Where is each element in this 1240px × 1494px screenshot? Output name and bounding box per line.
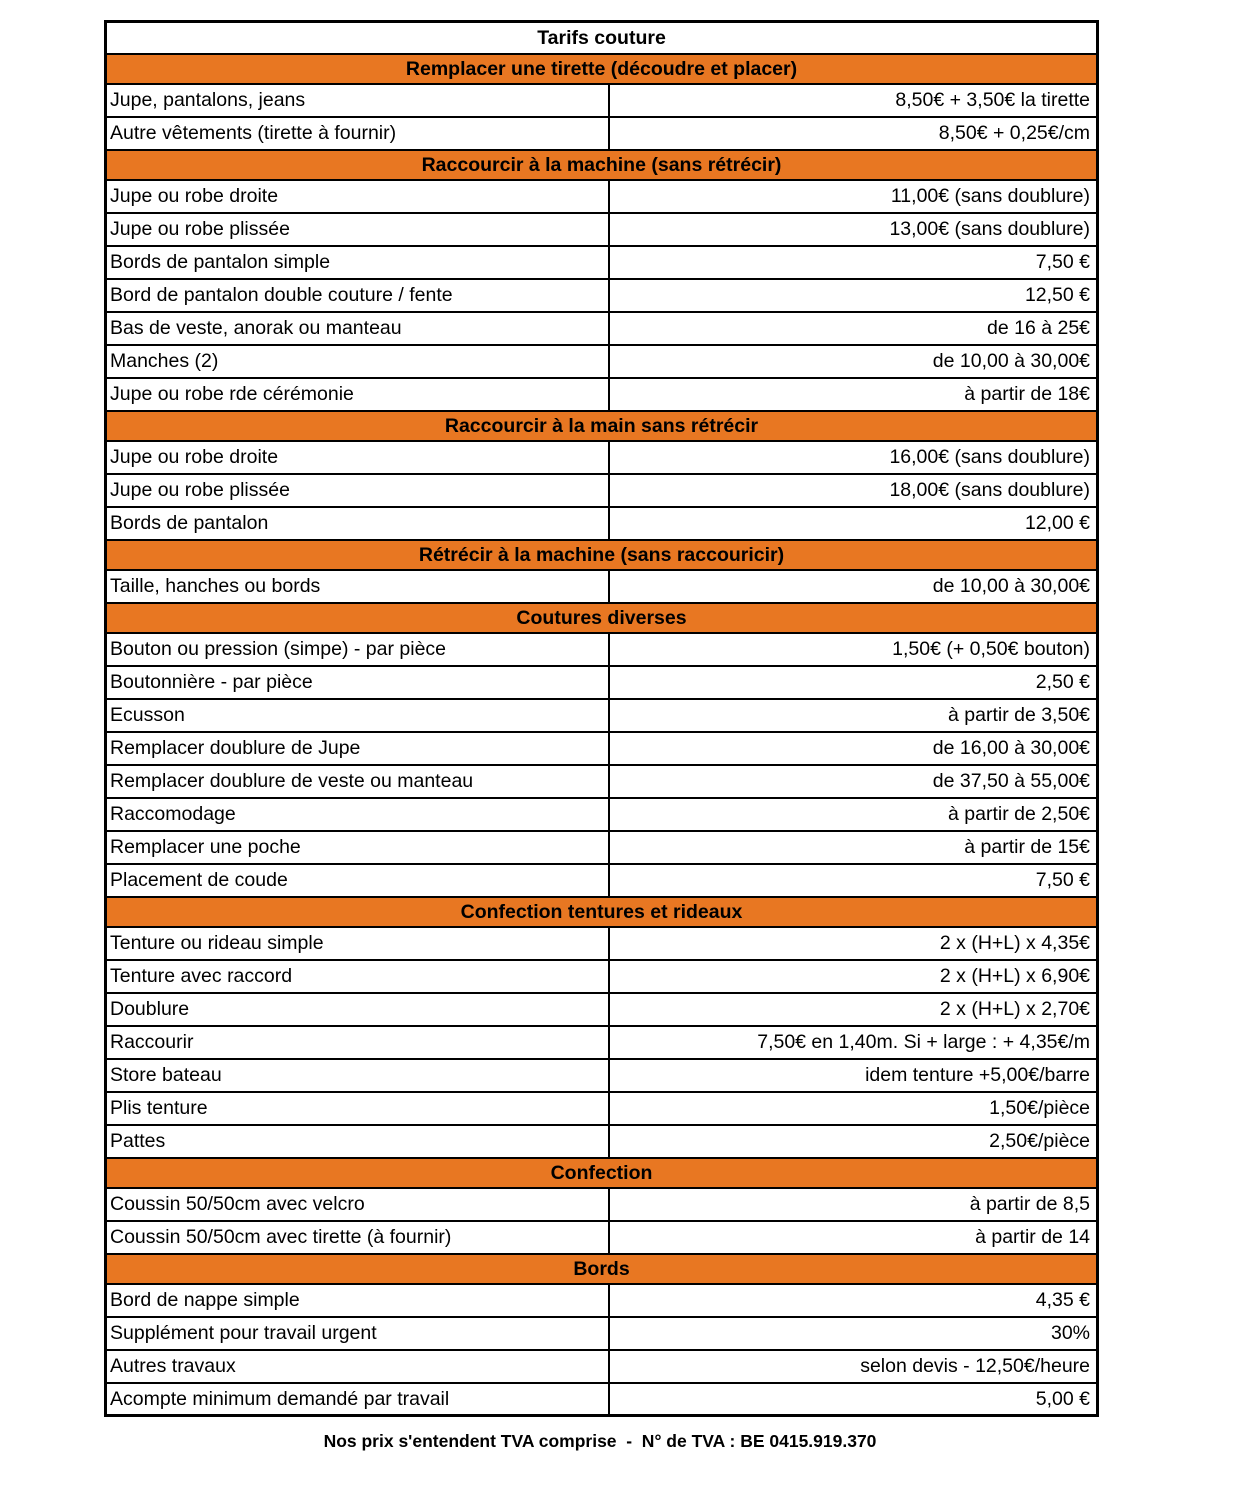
item-label: Jupe ou robe rde cérémonie [106,378,609,411]
item-label: Jupe ou robe plissée [106,474,609,507]
table-row [106,960,1098,993]
table-row [106,474,1098,507]
item-price: 2 x (H+L) x 4,35€ [609,927,1098,960]
item-price: 12,50 € [609,279,1098,312]
item-label: Tenture ou rideau simple [106,927,609,960]
item-price: 18,00€ (sans doublure) [609,474,1098,507]
table-row [106,732,1098,765]
item-price: de 16,00 à 30,00€ [609,732,1098,765]
item-label: Remplacer doublure de veste ou manteau [106,765,609,798]
item-price: selon devis - 12,50€/heure [609,1350,1098,1383]
item-price: 13,00€ (sans doublure) [609,213,1098,246]
section-title: Bords [106,1254,1098,1284]
item-price: 2,50€/pièce [609,1125,1098,1158]
item-price: de 16 à 25€ [609,312,1098,345]
table-title: Tarifs couture [106,22,1098,54]
table-row [106,180,1098,213]
item-label: Autre vêtements (tirette à fournir) [106,117,609,150]
item-label: Jupe ou robe droite [106,441,609,474]
table-row [106,570,1098,603]
table-row [106,993,1098,1026]
table-row [106,246,1098,279]
item-label: Raccomodage [106,798,609,831]
item-label: Bas de veste, anorak ou manteau [106,312,609,345]
item-price: à partir de 14 [609,1221,1098,1254]
item-price: 7,50€ en 1,40m. Si + large : + 4,35€/m [609,1026,1098,1059]
item-label: Bouton ou pression (simpe) - par pièce [106,633,609,666]
table-row [106,117,1098,150]
table-row [106,1284,1098,1317]
table-row [106,279,1098,312]
item-price: de 10,00 à 30,00€ [609,570,1098,603]
price-table-body [106,22,1098,1416]
table-row [106,345,1098,378]
item-price: 2 x (H+L) x 2,70€ [609,993,1098,1026]
footer-note: Nos prix s'entendent TVA comprise - N° de TVA : BE 0415.919.370 [323,1431,877,1451]
item-price: 16,00€ (sans doublure) [609,441,1098,474]
item-label: Store bateau [106,1059,609,1092]
section-header-row [106,603,1098,633]
item-price: idem tenture +5,00€/barre [609,1059,1098,1092]
table-row [106,1350,1098,1383]
item-label: Raccourir [106,1026,609,1059]
item-label: Remplacer doublure de Jupe [106,732,609,765]
item-label: Supplément pour travail urgent [106,1317,609,1350]
item-price: à partir de 8,5 [609,1188,1098,1221]
table-row [106,666,1098,699]
table-row [106,1125,1098,1158]
item-price: 2 x (H+L) x 6,90€ [609,960,1098,993]
item-label: Doublure [106,993,609,1026]
item-price: 1,50€/pièce [609,1092,1098,1125]
item-price: de 10,00 à 30,00€ [609,345,1098,378]
item-label: Taille, hanches ou bords [106,570,609,603]
section-title: Raccourcir à la main sans rétrécir [106,411,1098,441]
table-row [106,1059,1098,1092]
table-row [106,633,1098,666]
item-label: Coussin 50/50cm avec velcro [106,1188,609,1221]
section-header-row [106,150,1098,180]
table-row [106,312,1098,345]
section-title: Coutures diverses [106,603,1098,633]
section-header-row [106,411,1098,441]
title-row [106,22,1098,54]
item-price: à partir de 18€ [609,378,1098,411]
item-label: Coussin 50/50cm avec tirette (à fournir) [106,1221,609,1254]
item-price: 7,50 € [609,246,1098,279]
item-price: 30% [609,1317,1098,1350]
item-price: 8,50€ + 3,50€ la tirette [609,84,1098,117]
item-label: Jupe ou robe droite [106,180,609,213]
table-row [106,864,1098,897]
section-header-row [106,540,1098,570]
table-row [106,699,1098,732]
table-row [106,927,1098,960]
table-row [106,1317,1098,1350]
item-price: de 37,50 à 55,00€ [609,765,1098,798]
table-row [106,798,1098,831]
item-label: Bords de pantalon simple [106,246,609,279]
item-price: 11,00€ (sans doublure) [609,180,1098,213]
item-label: Tenture avec raccord [106,960,609,993]
price-table [104,20,1099,1417]
section-title: Remplacer une tirette (découdre et placer) [106,54,1098,84]
table-row [106,1383,1098,1416]
section-title: Confection tentures et rideaux [106,897,1098,927]
item-label: Manches (2) [106,345,609,378]
item-price: 1,50€ (+ 0,50€ bouton) [609,633,1098,666]
item-price: 7,50 € [609,864,1098,897]
table-row [106,507,1098,540]
item-label: Pattes [106,1125,609,1158]
section-header-row [106,1158,1098,1188]
item-label: Jupe ou robe plissée [106,213,609,246]
table-row [106,441,1098,474]
item-label: Placement de coude [106,864,609,897]
item-price: 4,35 € [609,1284,1098,1317]
item-label: Autres travaux [106,1350,609,1383]
item-label: Acompte minimum demandé par travail [106,1383,609,1416]
item-label: Ecusson [106,699,609,732]
item-price: à partir de 15€ [609,831,1098,864]
table-row [106,213,1098,246]
section-header-row [106,1254,1098,1284]
item-label: Jupe, pantalons, jeans [106,84,609,117]
section-header-row [106,897,1098,927]
section-title: Confection [106,1158,1098,1188]
section-header-row [106,54,1098,84]
table-row [106,1188,1098,1221]
table-row [106,84,1098,117]
item-label: Bord de nappe simple [106,1284,609,1317]
item-price: à partir de 2,50€ [609,798,1098,831]
item-label: Bords de pantalon [106,507,609,540]
item-price: 2,50 € [609,666,1098,699]
item-price: 8,50€ + 0,25€/cm [609,117,1098,150]
table-row [106,765,1098,798]
table-row [106,1221,1098,1254]
table-row [106,1026,1098,1059]
table-row [106,831,1098,864]
item-price: 5,00 € [609,1383,1098,1416]
item-price: à partir de 3,50€ [609,699,1098,732]
item-price: 12,00 € [609,507,1098,540]
item-label: Boutonnière - par pièce [106,666,609,699]
item-label: Remplacer une poche [106,831,609,864]
section-title: Raccourcir à la machine (sans rétrécir) [106,150,1098,180]
table-row [106,378,1098,411]
item-label: Plis tenture [106,1092,609,1125]
table-row [106,1092,1098,1125]
item-label: Bord de pantalon double couture / fente [106,279,609,312]
section-title: Rétrécir à la machine (sans raccouricir) [106,540,1098,570]
